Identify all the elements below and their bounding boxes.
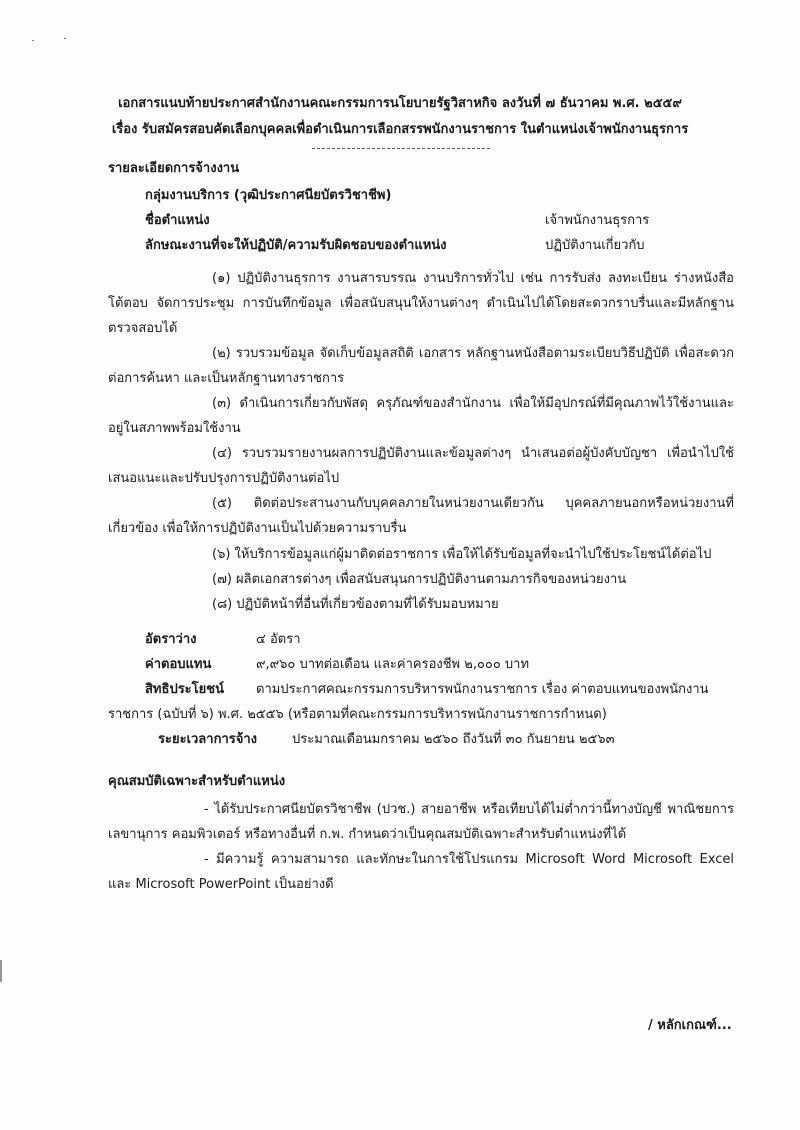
continuation-note: / หลักเกณฑ์... (648, 1018, 732, 1033)
header-divider (312, 148, 490, 149)
benefits-label: สิทธิประโยชน์ (145, 682, 224, 697)
benefits-value-line-2: ราชการ (ฉบับที่ ๖) พ.ศ. ๒๕๕๖ (หรือตามที่คณะกรรมการบริหารพนักงานราชการกำหนด) (108, 707, 607, 722)
duties-label: ลักษณะงานที่จะให้ปฏิบัติ/ความรับผิดชอบของตำแหน่ง (145, 238, 447, 253)
duty-item-5: (๕) ติดต่อประสานงานกับบุคคลภายในหน่วยงานเดียวกัน บุคคลภายนอกหรือหน่วยงานที่เกี่ยวข้อง เพื่อให้การปฏิบัติงานเป็นไปด้วยความราบรื่น (108, 496, 734, 536)
benefits-value-line-1: ตามประกาศคณะกรรมการบริหารพนักงานราชการ เรื่อง ค่าตอบแทนของพนักงาน (256, 682, 709, 697)
section-title-job-details: รายละเอียดการจ้างงาน (108, 161, 240, 176)
position-label: ชื่อตำแหน่ง (145, 213, 210, 228)
duty-item-1: (๑) ปฏิบัติงานธุรการ งานสารบรรณ งานบริการทั่วไป เช่น การรับส่ง ลงทะเบียน ร่างหนังสือโต้ตอบ จัดการประชุม การบันทึกข้อมูล เพื่อสนับสนุนให้งานต่างๆ ดำเนินไปได้โดยสะดวกราบรื่นและมีหลักฐานตรวจสอบได้ (108, 271, 734, 336)
vacancy-label: อัตราว่าง (145, 632, 197, 647)
pay-label: ค่าตอบแทน (145, 657, 212, 672)
qualification-item-1: - ได้รับประกาศนียบัตรวิชาชีพ (ปวช.) สายอาชีพ หรือเทียบได้ไม่ต่ำกว่านี้ทางบัญชี พาณิชยการ เลขานุการ คอมพิวเตอร์ หรือทางอื่นที่ ก.พ. กำหนดว่าเป็นคุณสมบัติเฉพาะสำหรับตำแหน่งที่ได้ (108, 802, 734, 842)
period-label: ระยะเวลาการจ้าง (158, 732, 257, 747)
section-title-qualifications: คุณสมบัติเฉพาะสำหรับตำแหน่ง (108, 774, 286, 789)
duty-item-6: (๖) ให้บริการข้อมูลแก่ผู้มาติดต่อราชการ เพื่อให้ได้รับข้อมูลที่จะนำไปใช้ประโยชน์ได้ต่อไป (212, 547, 712, 562)
position-value: เจ้าพนักงานธุรการ (545, 213, 650, 228)
duties-value: ปฏิบัติงานเกี่ยวกับ (545, 238, 645, 253)
vacancy-value: ๔ อัตรา (256, 632, 301, 647)
header-line-1: เอกสารแนบท้ายประกาศสำนักงานคณะกรรมการนโยบายรัฐวิสาหกิจ ลงวันที่ ๗ ธันวาคม พ.ศ. ๒๕๕๙ (118, 96, 682, 111)
qualification-item-2: - มีความรู้ ความสามารถ และทักษะในการใช้โปรแกรม Microsoft Word Microsoft Excel และ Microsoft PowerPoint เป็นอย่างดี (108, 852, 734, 892)
scan-margin-mark (0, 960, 2, 982)
scan-speck (64, 38, 66, 39)
scan-speck (32, 40, 34, 41)
duty-item-8: (๘) ปฏิบัติหน้าที่อื่นที่เกี่ยวข้องตามที่ได้รับมอบหมาย (212, 597, 499, 612)
pay-value: ๙,๙๖๐ บาทต่อเดือน และค่าครองชีพ ๒,๐๐๐ บาท (256, 657, 530, 672)
period-value: ประมาณเดือนมกราคม ๒๕๖๐ ถึงวันที่ ๓๐ กันยายน ๒๕๖๓ (292, 732, 615, 747)
header-line-2: เรื่อง รับสมัครสอบคัดเลือกบุคคลเพื่อดำเนินการเลือกสรรพนักงานราชการ ในตำแหน่งเจ้าพนักงานธุรการ (111, 122, 689, 137)
duty-item-7: (๗) ผลิตเอกสารต่างๆ เพื่อสนับสนุนการปฏิบัติงานตามภารกิจของหน่วยงาน (212, 572, 627, 587)
duty-item-4: (๔) รวบรวมรายงานผลการปฏิบัติงานและข้อมูลต่างๆ นำเสนอต่อผู้บังคับบัญชา เพื่อนำไปใช้เสนอแนะและปรับปรุงการปฏิบัติงานต่อไป (108, 446, 734, 486)
duty-item-3: (๓) ดำเนินการเกี่ยวกับพัสดุ ครุภัณฑ์ของสำนักงาน เพื่อให้มีอุปกรณ์ที่มีคุณภาพไว้ใช้งานและอยู่ในสภาพพร้อมใช้งาน (108, 396, 734, 436)
duty-item-2: (๒) รวบรวมข้อมูล จัดเก็บข้อมูลสถิติ เอกสาร หลักฐานหนังสือตามระเบียบวิธีปฏิบัติ เพื่อสะดวกต่อการค้นหา และเป็นหลักฐานทางราชการ (108, 346, 734, 386)
group-label: กลุ่มงานบริการ (วุฒิประกาศนียบัตรวิชาชีพ) (145, 188, 392, 203)
